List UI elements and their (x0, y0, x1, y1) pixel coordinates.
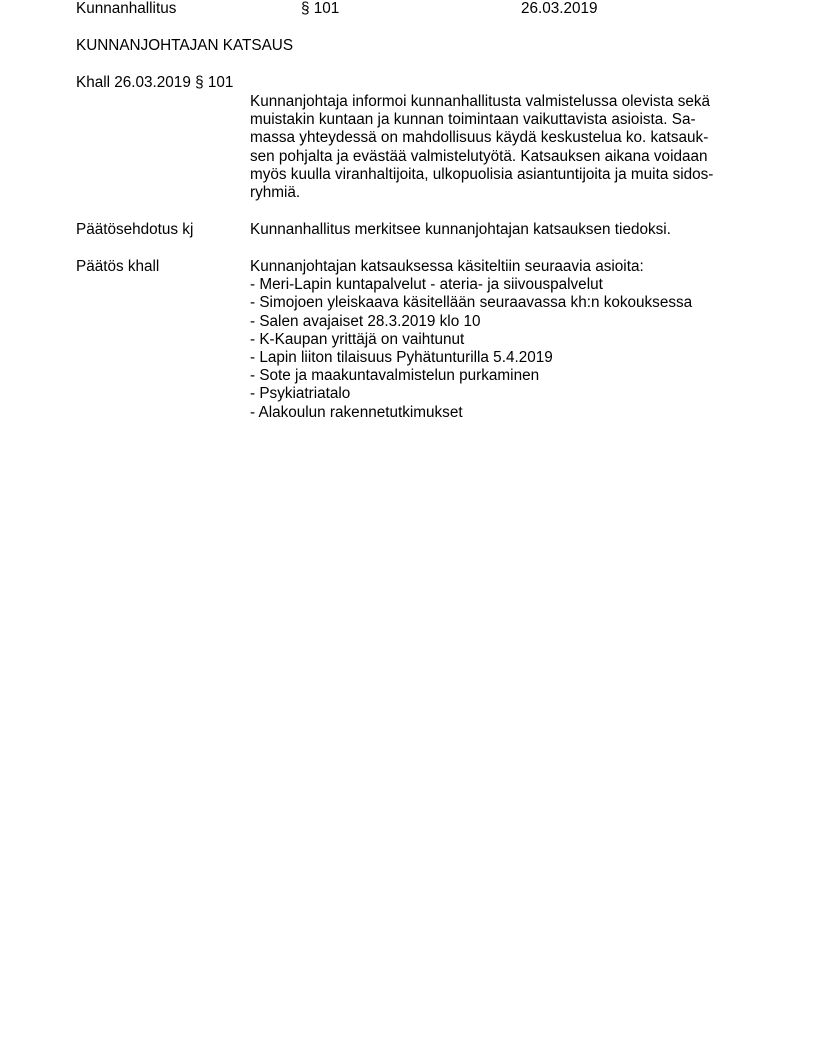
intro-line: ryhmiä. (250, 184, 301, 202)
intro-paragraph (250, 93, 750, 202)
decision-list (250, 258, 750, 422)
proposal-text (250, 221, 750, 239)
decision-item: - Simojoen yleiskaava käsitellään seuraavassa kh:n kokouksessa (250, 294, 693, 312)
decision-label: Päätös khall (76, 258, 160, 275)
decision-intro: Kunnanjohtajan katsauksessa käsiteltiin seuraavia asioita: (250, 258, 644, 275)
header-date: 26.03.2019 (521, 0, 598, 17)
proposal-line: Kunnanhallitus merkitsee kunnanjohtajan katsauksen tiedoksi. (250, 221, 671, 238)
header-organ: Kunnanhallitus (76, 0, 177, 17)
decision-item: - K-Kaupan yrittäjä on vaihtunut (250, 330, 465, 348)
intro-line: sen pohjalta ja evästää valmistelutyötä. Katsauksen aikana voidaan (250, 147, 708, 165)
intro-line: muistakin kuntaan ja kunnan toimintaan vaikuttavista asioista. Sa- (250, 111, 696, 129)
intro-line: massa yhteydessä on mahdollisuus käydä keskustelua ko. katsauk- (250, 129, 709, 147)
decision-item: - Sote ja maakuntavalmistelun purkaminen (250, 367, 540, 385)
proposal-label: Päätösehdotus kj (76, 221, 194, 238)
intro-line: Kunnanjohtaja informoi kunnanhallitusta valmistelussa olevista sekä (250, 93, 711, 110)
header-section: § 101 (301, 0, 340, 17)
reference-label: Khall 26.03.2019 § 101 (76, 74, 234, 91)
decision-item: - Psykiatriatalo (250, 385, 351, 403)
decision-item: - Lapin liiton tilaisuus Pyhätunturilla 5.4.2019 (250, 349, 553, 367)
decision-item: - Meri-Lapin kuntapalvelut - ateria- ja siivouspalvelut (250, 276, 603, 294)
decision-item: - Salen avajaiset 28.3.2019 klo 10 (250, 312, 481, 330)
decision-item: - Alakoulun rakennetutkimukset (250, 403, 463, 421)
page-title: KUNNANJOHTAJAN KATSAUS (76, 37, 294, 54)
intro-line: myös kuulla viranhaltijoita, ulkopuolisia asiantuntijoita ja muita sidos- (250, 165, 714, 183)
